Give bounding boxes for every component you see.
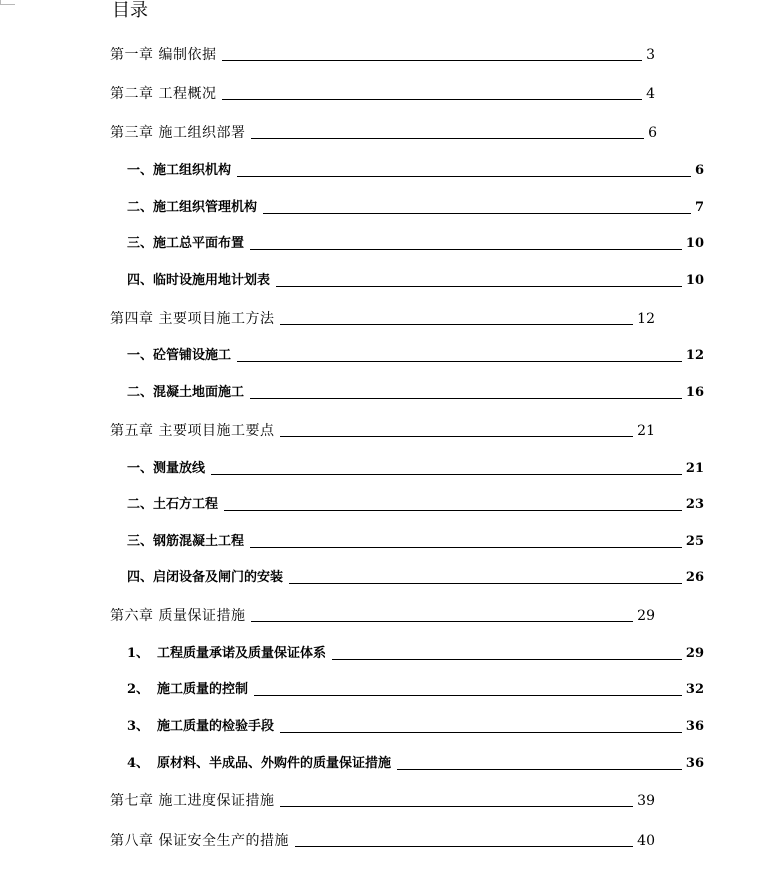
toc-entry-page: 36 <box>685 756 704 771</box>
toc-entry-label: 第四章 主要项目施工方法 <box>110 311 275 327</box>
toc-entry-numbered[interactable] <box>127 753 704 773</box>
toc-entry-chapter-1[interactable] <box>110 44 655 64</box>
toc-entry-page: 12 <box>685 348 704 363</box>
toc-entry-page: 10 <box>685 273 704 288</box>
toc-entry-label: 施工质量的控制 <box>157 682 249 697</box>
toc-entry-index: 2、 <box>127 682 150 697</box>
toc-entry-chapter-4[interactable] <box>110 308 655 328</box>
toc-entry-label: 第三章 施工组织部署 <box>110 125 246 141</box>
toc-entry-label: 第五章 主要项目施工要点 <box>110 423 275 439</box>
toc-entry-label: 施工质量的检验手段 <box>157 719 275 734</box>
toc-leader-line <box>280 732 682 733</box>
toc-entry-label: 二、土石方工程 <box>127 497 219 512</box>
toc-entry-chapter-5[interactable] <box>110 420 655 440</box>
toc-entry-label: 三、钢筋混凝土工程 <box>127 534 245 549</box>
toc-leader-line <box>280 436 633 437</box>
toc-entry-page: 4 <box>646 86 655 102</box>
toc-entry-chapter-8[interactable] <box>110 830 655 850</box>
toc-entry-label: 第八章 保证安全生产的措施 <box>110 833 289 849</box>
toc-title: 目录 <box>112 0 148 21</box>
toc-entry-section[interactable] <box>127 494 704 514</box>
toc-leader-line <box>237 176 691 177</box>
toc-entry-numbered[interactable] <box>127 679 704 699</box>
toc-entry-page: 6 <box>648 125 657 141</box>
toc-leader-line <box>250 547 682 548</box>
toc-leader-line <box>251 621 633 622</box>
toc-entry-section[interactable] <box>127 382 704 402</box>
toc-entry-numbered[interactable] <box>127 643 704 663</box>
toc-entry-page: 3 <box>646 47 655 63</box>
toc-leader-line <box>222 60 642 61</box>
toc-entry-label: 原材料、半成品、外购件的质量保证措施 <box>157 756 392 771</box>
toc-entry-label: 一、测量放线 <box>127 461 206 476</box>
toc-entry-page: 21 <box>637 423 655 439</box>
toc-leader-line <box>250 398 682 399</box>
toc-leader-line <box>280 324 633 325</box>
toc-entry-page: 21 <box>685 461 704 476</box>
toc-entry-section[interactable] <box>127 270 704 290</box>
toc-entry-page: 40 <box>637 833 655 849</box>
toc-leader-line <box>237 361 682 362</box>
toc-entry-section[interactable] <box>127 197 704 217</box>
toc-entry-label: 工程质量承诺及质量保证体系 <box>157 646 327 661</box>
toc-entry-section[interactable] <box>127 458 704 478</box>
toc-entry-section[interactable] <box>127 567 704 587</box>
toc-entry-label: 一、砼管铺设施工 <box>127 348 232 363</box>
toc-entry-page: 25 <box>685 534 704 549</box>
toc-entry-chapter-7[interactable] <box>110 790 655 810</box>
toc-entry-label: 第七章 施工进度保证措施 <box>110 793 275 809</box>
toc-leader-line <box>251 138 644 139</box>
toc-entry-page: 12 <box>637 311 655 327</box>
toc-entry-chapter-2[interactable] <box>110 83 655 103</box>
toc-leader-line <box>222 99 642 100</box>
toc-entry-section[interactable] <box>127 345 704 365</box>
toc-entry-section[interactable] <box>127 160 704 180</box>
toc-leader-line <box>254 695 682 696</box>
toc-entry-page: 6 <box>694 163 704 178</box>
toc-leader-line <box>211 474 682 475</box>
toc-entry-page: 39 <box>637 793 655 809</box>
toc-entry-label: 二、混凝土地面施工 <box>127 385 245 400</box>
toc-entry-section[interactable] <box>127 233 704 253</box>
toc-entry-label: 第一章 编制依据 <box>110 47 217 63</box>
toc-entry-page: 16 <box>685 385 704 400</box>
toc-leader-line <box>332 659 682 660</box>
toc-entry-label: 四、临时设施用地计划表 <box>127 273 271 288</box>
toc-leader-line <box>276 286 682 287</box>
toc-leader-line <box>397 769 682 770</box>
toc-entry-page: 7 <box>694 200 704 215</box>
toc-entry-label: 第六章 质量保证措施 <box>110 608 246 624</box>
toc-leader-line <box>289 583 682 584</box>
toc-entry-page: 32 <box>685 682 704 697</box>
toc-entry-section[interactable] <box>127 531 704 551</box>
toc-entry-chapter-3[interactable] <box>110 122 657 142</box>
toc-entry-page: 36 <box>685 719 704 734</box>
toc-entry-page: 23 <box>685 497 704 512</box>
toc-leader-line <box>295 846 633 847</box>
toc-entry-index: 4、 <box>127 756 150 771</box>
toc-entry-page: 26 <box>685 570 704 585</box>
toc-entry-page: 29 <box>685 646 704 661</box>
toc-entry-label: 四、启闭设备及闸门的安装 <box>127 570 284 585</box>
toc-entry-label: 三、施工总平面布置 <box>127 236 245 251</box>
toc-leader-line <box>224 510 682 511</box>
page-corner-mark <box>0 0 15 5</box>
toc-entry-page: 10 <box>685 236 704 251</box>
toc-leader-line <box>250 249 682 250</box>
toc-leader-line <box>280 806 633 807</box>
toc-entry-label: 二、施工组织管理机构 <box>127 200 258 215</box>
toc-entry-numbered[interactable] <box>127 716 704 736</box>
toc-entry-label: 第二章 工程概况 <box>110 86 217 102</box>
toc-entry-label: 一、施工组织机构 <box>127 163 232 178</box>
toc-entry-page: 29 <box>637 608 655 624</box>
toc-entry-index: 1、 <box>127 646 150 661</box>
toc-leader-line <box>263 213 691 214</box>
toc-entry-chapter-6[interactable] <box>110 605 655 625</box>
toc-entry-index: 3、 <box>127 719 150 734</box>
